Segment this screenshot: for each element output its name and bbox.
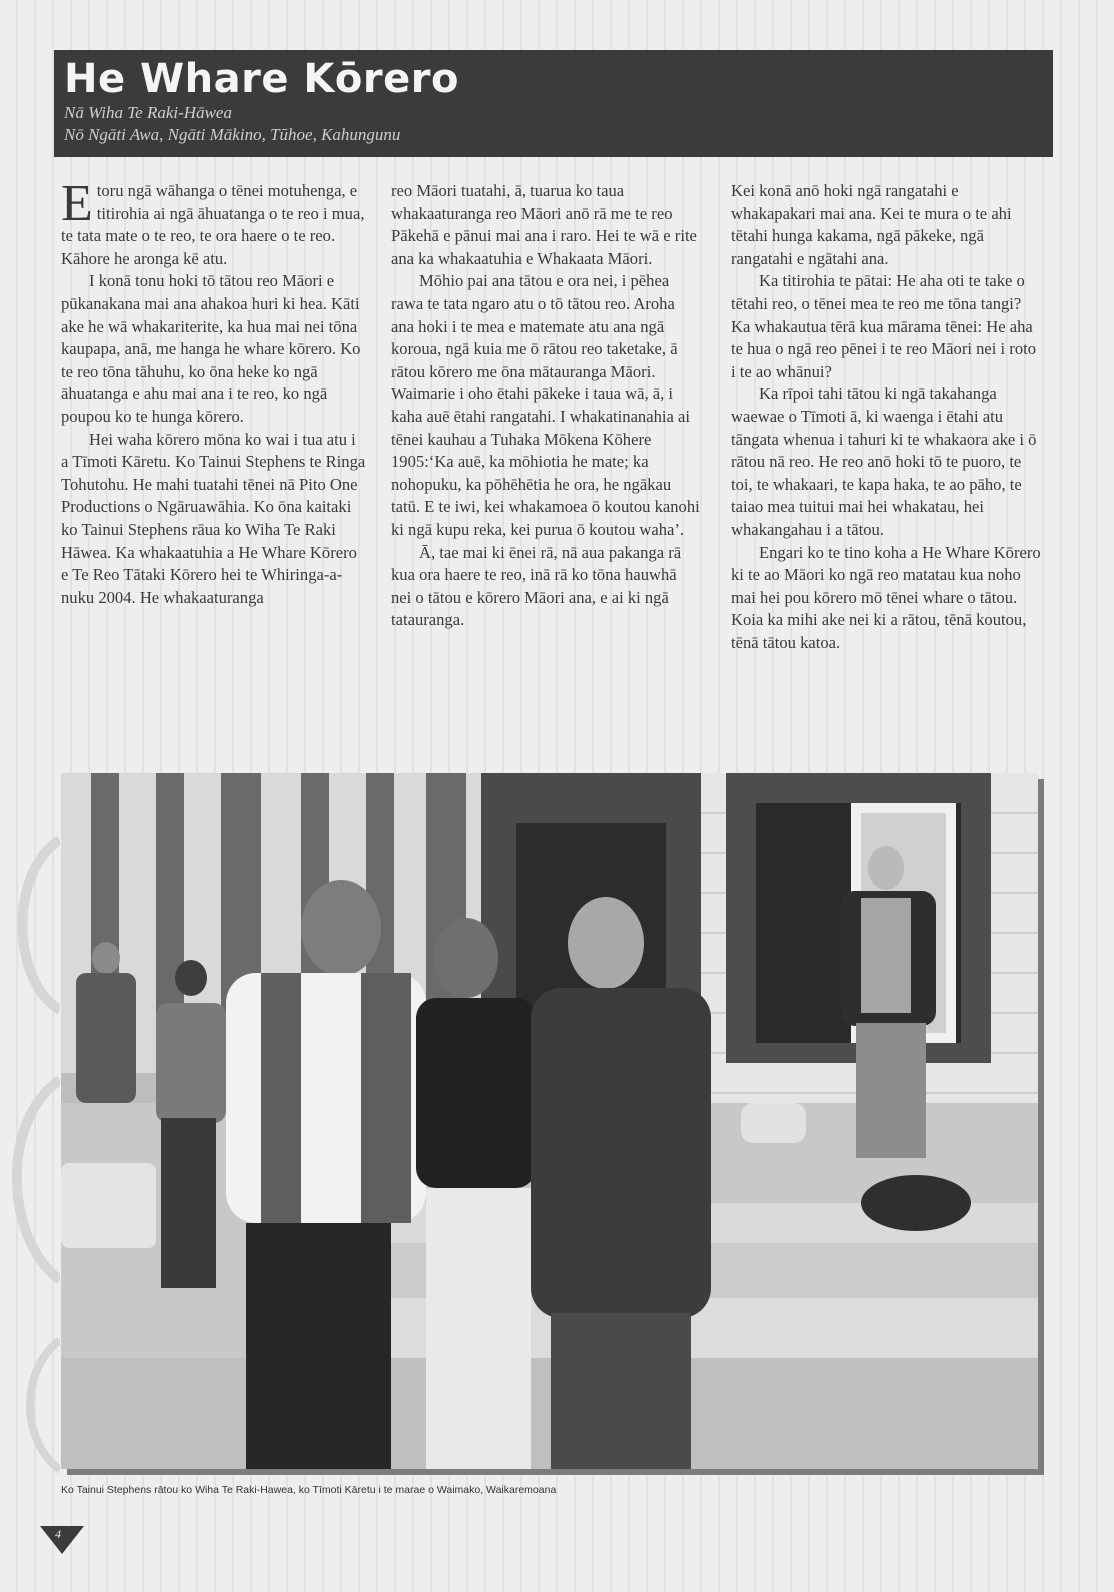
paragraph: Ka titirohia te pātai: He aha oti te take o tētahi reo, o tēnei mea te reo me tōna tangi? Ka whakautua tērā kua mārama tēnei: He aha te hua o ngā reo pēnei i te reo Māori nei i roto i te ao whānui?: [731, 271, 1037, 381]
tribal-affiliation: Nō Ngāti Awa, Ngāti Mākino, Tūhoe, Kahungunu: [64, 125, 401, 144]
paragraph: Kei konā anō hoki ngā rangatahi e whakapakari mai ana. Kei te mura o te ahi tētahi hunga kakama, ngā pākeke, ngā rangatahi e ngātahi ana.: [731, 181, 1012, 268]
paragraph: Hei waha kōrero mōna ko wai i tua atu i a Tīmoti Kāretu. Ko Tainui Stephens te Ringa Tohutohu. He mahi tuatahi tēnei nā Pito One Productions o Ngāruawāhia. Ko ōna kaitaki ko Tainui Stephens rāua ko Wiha Te Raki Hāwea. Ka whakaatuhia a He Whare Kōrero e Te Reo Tātaki Kōrero hei te Whiringa-a-nuku 2004. He whakaaturanga: [61, 429, 366, 607]
marae-group-photo: [61, 773, 1038, 1469]
paragraph: Engari ko te tino koha a He Whare Kōrero ki te ao Māori ko ngā reo matatau kua noho mai hei pou kōrero mō tēnei whare o tātou. Koia ka mihi ake nei ki a rātou, tēnā koutou, tēnā tātou katoa.: [731, 542, 1041, 652]
paragraph: reo Māori tuatahi, ā, tuarua ko taua whakaaturanga reo Māori anō rā me te reo Pākehā e pānui mai ana i raro. Hei te wā e rite ana ka whakaatuhia e Whakaata Māori.: [391, 181, 697, 268]
paragraph: Etoru ngā wāhanga o tēnei motuhenga, e titirohia ai ngā āhuatanga o te reo i mua, te tata mate o te reo, te ora haere o te reo. Kāhore he aronga kē atu.: [61, 175, 365, 268]
page-number-tab-icon: [40, 1526, 84, 1554]
koru-pattern-decoration: [0, 780, 60, 1480]
photo-caption: Ko Tainui Stephens rātou ko Wiha Te Raki-Hawea, ko Tīmoti Kāretu i te marae o Waimako, Waikaremoana: [61, 1484, 557, 1496]
article-header: [54, 50, 1053, 157]
paragraph: Ka rīpoi tahi tātou ki ngā takahanga waewae o Tīmoti ā, ki waenga i ētahi atu tāngata whenua i tahuri ki te whakaora ake i ō rātou nā reo. He reo anō hoki tō te puoro, te toi, te whakaari, te kapa haka, te ao pāho, te taiao mea tuitui mai hei whakatau, hei whakangahau i a tātou.: [731, 384, 1037, 539]
photo-illustration: [61, 773, 1038, 1469]
paragraph: I konā tonu hoki tō tātou reo Māori e pūkanakana mai ana ahakoa huri ki hea. Kāti ake he wā whakariterite, ka hua mai nei tōna kaupapa, anā, me hanga he whare kōrero. Ko te reo tōna tāhuhu, ko ōna heke ko ngā āhuatanga e ahu mai ana i te reo, ko ngā poupou ko te hunga kōrero.: [61, 271, 361, 426]
paragraph: Mōhio pai ana tātou e ora nei, i pēhea rawa te tata ngaro atu o tō tātou reo. Aroha ana hoki i te mea e matemate atu ana ngā koroua, ngā kuia me ō rātou reo taketake, ā rātou kōrero me ōna mātauranga Māori. Waimarie i oho ētahi pākeke i taua wā, ā, i kaha auē ētahi rangatahi. I whakatinanahia ai tēnei kauhau a Tuhaka Mōkena Kōhere 1905:‘Ka auē, ka mōhiotia he mate; ka nohopuku, ka pōhēhētia he ora, he ngākau tatū. E te iwi, kei whakamoea ō koutou kanohi ki ngā kupu reka, kei purua ō koutou waha’.: [391, 271, 700, 539]
text-column-1: [61, 175, 367, 609]
article-title: He Whare Kōrero: [64, 56, 459, 102]
text-column-3: [731, 180, 1041, 654]
author-byline: Nā Wiha Te Raki-Hāwea: [64, 103, 232, 122]
text-column-2: [391, 180, 701, 632]
drop-cap: E: [61, 175, 93, 232]
paragraph: Ā, tae mai ki ēnei rā, nā aua pakanga rā kua ora haere te reo, inā rā ko tōna hauwhā nei o tātou e kōrero Māori ana, e ai ki ngā tatauranga.: [391, 542, 682, 630]
page-number: 4: [55, 1527, 61, 1541]
